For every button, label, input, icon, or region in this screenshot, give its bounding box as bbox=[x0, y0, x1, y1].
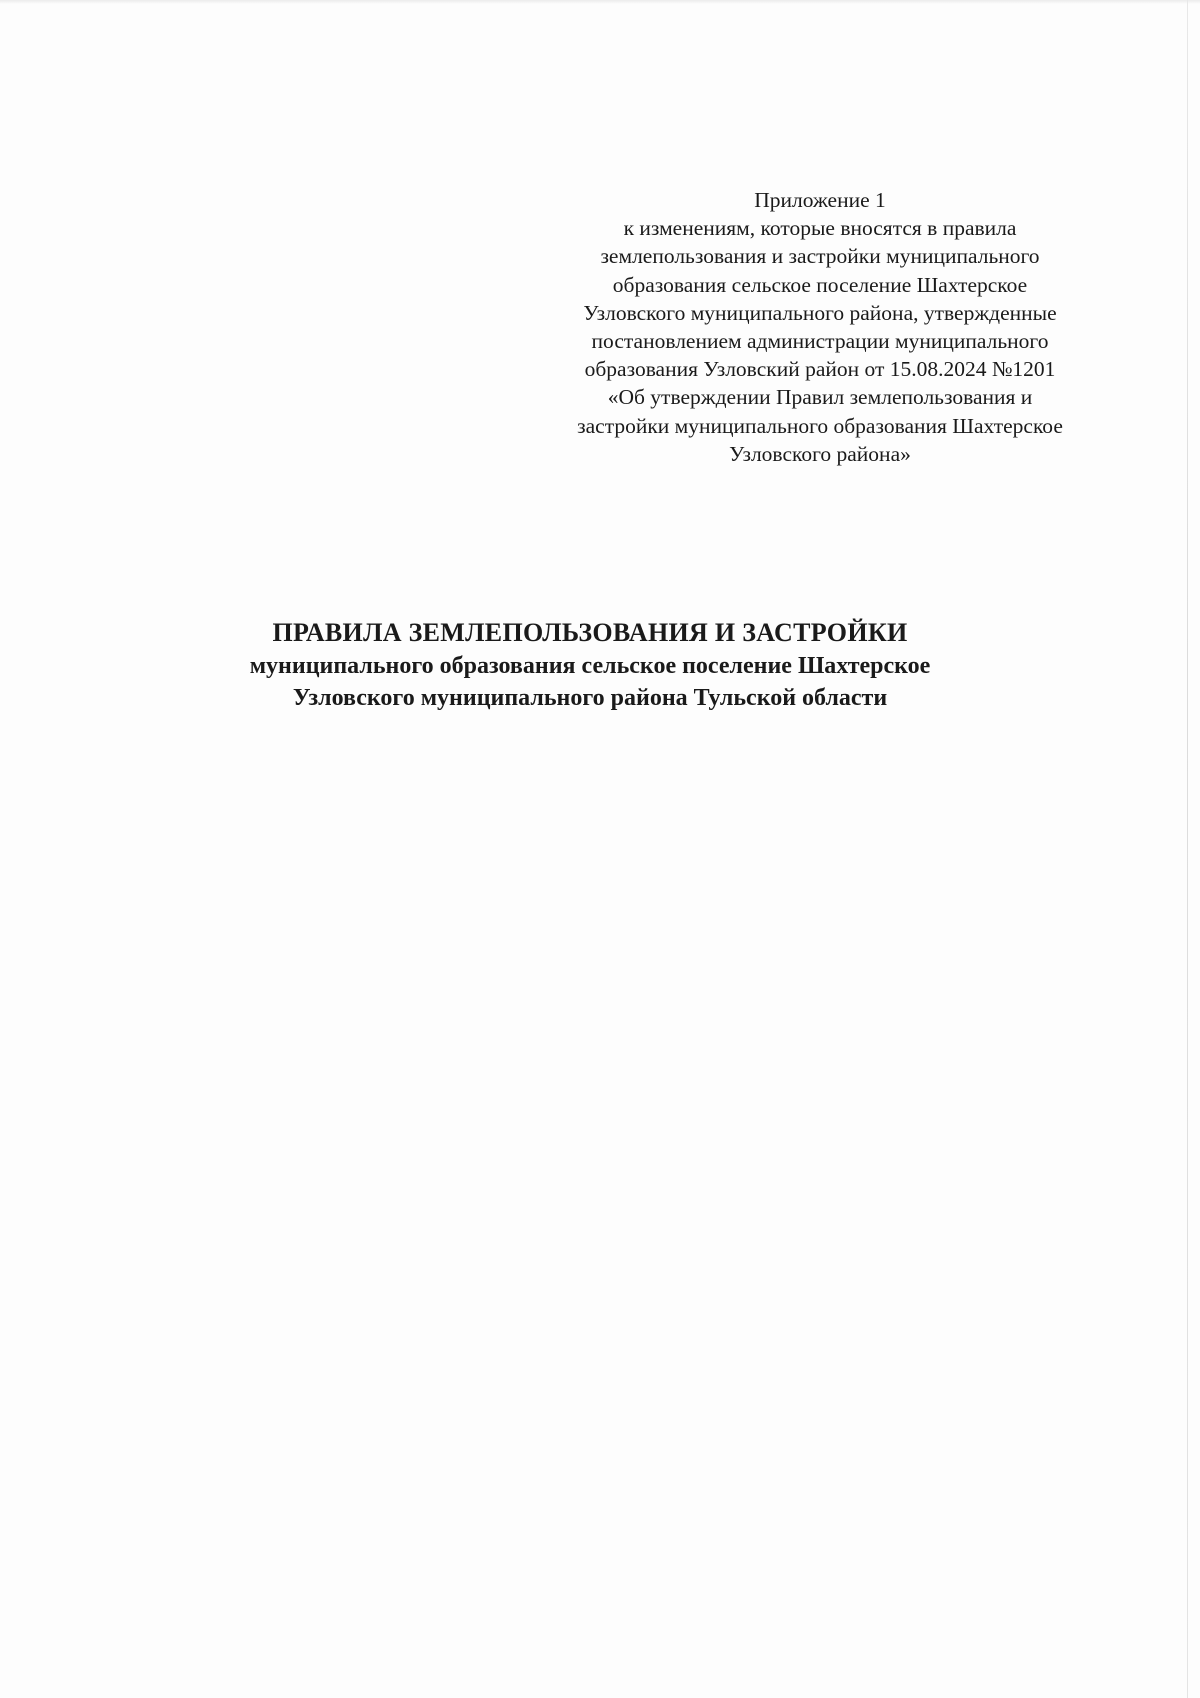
document-title bbox=[150, 616, 1030, 714]
appendix-line-6: постановлением администрации муниципального bbox=[591, 329, 1049, 354]
appendix-line-10: Узловского района» bbox=[729, 441, 911, 466]
appendix-line-5: Узловского муниципального района, утвержденные bbox=[583, 300, 1057, 325]
title-main: ПРАВИЛА ЗЕМЛЕПОЛЬЗОВАНИЯ И ЗАСТРОЙКИ bbox=[272, 618, 908, 647]
scan-top-edge bbox=[0, 0, 1200, 4]
appendix-line-2: к изменениям, которые вносятся в правила bbox=[623, 216, 1017, 241]
appendix-line-4: образования сельское поселение Шахтерское bbox=[612, 272, 1028, 297]
appendix-note bbox=[540, 186, 1100, 468]
appendix-line-7: образования Узловский район от 15.08.2024 №1201 bbox=[584, 357, 1056, 382]
title-subtitle-line-2: Узловского муниципального района Тульской области bbox=[292, 685, 888, 711]
appendix-line-1: Приложение 1 bbox=[754, 188, 886, 212]
appendix-line-8: «Об утверждении Правил землепользования и bbox=[607, 385, 1033, 410]
scan-right-edge bbox=[1187, 0, 1188, 1698]
appendix-line-9: застройки муниципального образования Шахтерское bbox=[577, 413, 1063, 438]
title-subtitle-line-1: муниципального образования сельское поселение Шахтерское bbox=[249, 653, 931, 679]
appendix-line-3: землепользования и застройки муниципального bbox=[600, 244, 1040, 269]
